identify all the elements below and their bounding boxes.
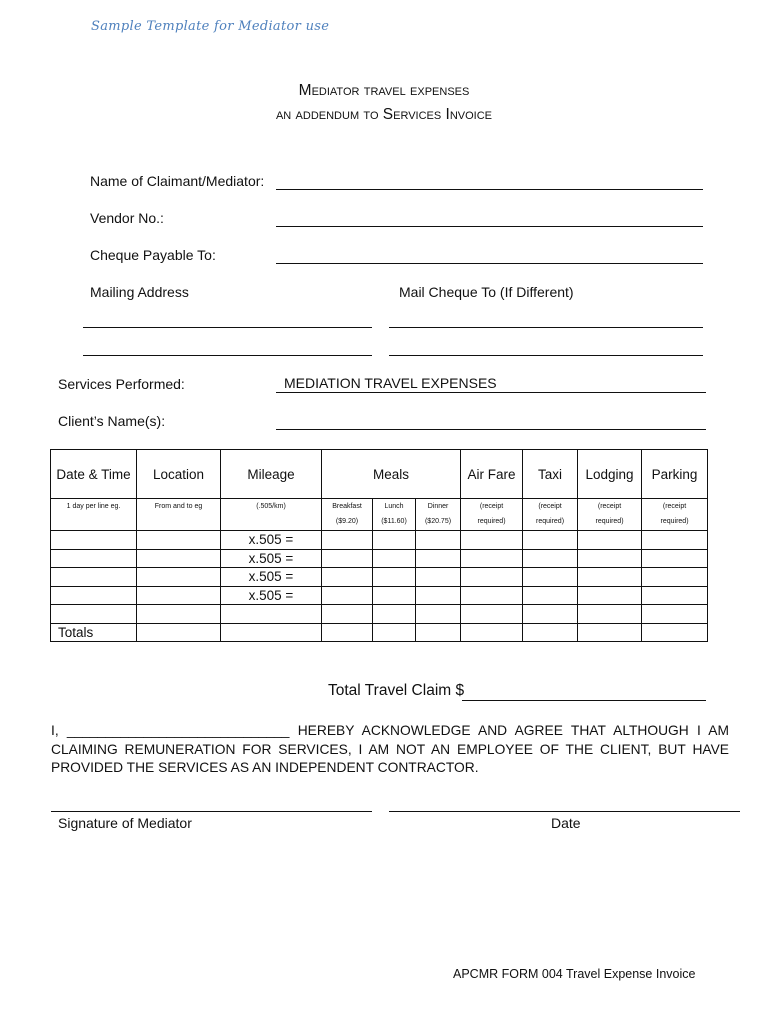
cell-location[interactable] — [137, 549, 221, 568]
cell-parking[interactable] — [642, 586, 708, 605]
ack-body: HEREBY ACKNOWLEDGE AND AGREE THAT ALTHOUGH I AM CLAIMING REMUNERATION FOR SERVICES, I AM NOT AN EMPLOYEE OF THE CLIENT, BUT HAVE PROVIDED THE SERVICES AS AN INDEPENDENT CONTRACTOR. — [51, 723, 729, 775]
cell-lunch[interactable] — [373, 549, 416, 568]
cell-location[interactable] — [137, 586, 221, 605]
receipt-text: (receipt — [479, 503, 504, 510]
header-taxi: Taxi — [523, 450, 578, 499]
cell-lodging[interactable] — [578, 568, 642, 587]
cell-lunch[interactable] — [373, 605, 416, 624]
table-row — [51, 568, 708, 587]
sub-mileage — [221, 499, 322, 531]
breakfast-label: Breakfast — [332, 503, 362, 510]
required-text: required) — [660, 518, 689, 525]
cell-dinner[interactable] — [416, 549, 461, 568]
acknowledgement-text — [51, 722, 729, 778]
cell-lodging[interactable] — [578, 586, 642, 605]
cell-parking[interactable] — [642, 549, 708, 568]
expense-table — [50, 449, 708, 642]
cell-location[interactable] — [137, 568, 221, 587]
cell-breakfast[interactable] — [322, 605, 373, 624]
cell-mileage[interactable]: x.505 = — [221, 568, 322, 587]
dinner-price: ($20.75) — [424, 518, 452, 525]
cell-air-fare[interactable] — [461, 549, 523, 568]
cell-lunch[interactable] — [373, 568, 416, 587]
cell-air-fare[interactable] — [461, 605, 523, 624]
total-claim-field[interactable] — [462, 700, 706, 701]
cell-taxi[interactable] — [523, 549, 578, 568]
cell-date[interactable] — [51, 549, 137, 568]
total-dinner[interactable] — [416, 623, 461, 642]
cell-mileage[interactable] — [221, 605, 322, 624]
sub-mileage-text: (.505/km) — [256, 503, 286, 510]
cell-breakfast[interactable] — [322, 531, 373, 550]
mail-cheque-line-2[interactable] — [389, 355, 703, 356]
total-parking[interactable] — [642, 623, 708, 642]
cheque-payable-label: Cheque Payable To: — [90, 247, 216, 263]
header-location: Location — [137, 450, 221, 499]
cell-air-fare[interactable] — [461, 568, 523, 587]
vendor-field[interactable] — [276, 226, 703, 227]
total-location[interactable] — [137, 623, 221, 642]
sub-lunch — [373, 499, 416, 531]
claimant-label: Name of Claimant/Mediator: — [90, 173, 265, 189]
cell-air-fare[interactable] — [461, 586, 523, 605]
cell-dinner[interactable] — [416, 531, 461, 550]
cell-breakfast[interactable] — [322, 549, 373, 568]
cell-taxi[interactable] — [523, 568, 578, 587]
header-air-fare: Air Fare — [461, 450, 523, 499]
sub-breakfast — [322, 499, 373, 531]
cell-lodging[interactable] — [578, 549, 642, 568]
header-date-time: Date & Time — [51, 450, 137, 499]
total-taxi[interactable] — [523, 623, 578, 642]
cell-date[interactable] — [51, 531, 137, 550]
header-lodging: Lodging — [578, 450, 642, 499]
sample-template-note: Sample Template for Mediator use — [91, 19, 330, 34]
services-value: MEDIATION TRAVEL EXPENSES — [284, 375, 497, 391]
cell-date[interactable] — [51, 605, 137, 624]
services-field[interactable] — [276, 392, 706, 393]
mail-cheque-line-1[interactable] — [389, 327, 703, 328]
receipt-text: (receipt — [662, 503, 687, 510]
mailing-address-line-2[interactable] — [83, 355, 372, 356]
claimant-field[interactable] — [276, 189, 703, 190]
ack-name-blank[interactable]: _____________________________ — [66, 723, 290, 738]
sub-dinner — [416, 499, 461, 531]
total-lodging[interactable] — [578, 623, 642, 642]
sub-taxi — [523, 499, 578, 531]
table-row — [51, 605, 708, 624]
table-row — [51, 531, 708, 550]
vendor-label: Vendor No.: — [90, 210, 164, 226]
required-text: required) — [477, 518, 506, 525]
cell-air-fare[interactable] — [461, 531, 523, 550]
cell-location[interactable] — [137, 531, 221, 550]
cell-taxi[interactable] — [523, 531, 578, 550]
cell-parking[interactable] — [642, 568, 708, 587]
receipt-text: (receipt — [597, 503, 622, 510]
header-meals: Meals — [322, 450, 461, 499]
sub-date-text: 1 day per line eg. — [66, 503, 121, 510]
totals-row — [51, 623, 708, 642]
cell-lunch[interactable] — [373, 531, 416, 550]
sub-date — [51, 499, 137, 531]
cell-date[interactable] — [51, 568, 137, 587]
sub-location — [137, 499, 221, 531]
cell-dinner[interactable] — [416, 605, 461, 624]
sub-air-fare — [461, 499, 523, 531]
total-breakfast[interactable] — [322, 623, 373, 642]
total-claim-label: Total Travel Claim $ — [328, 682, 465, 699]
services-label: Services Performed: — [58, 376, 185, 392]
cell-mileage[interactable]: x.505 = — [221, 549, 322, 568]
cell-mileage[interactable]: x.505 = — [221, 531, 322, 550]
cell-location[interactable] — [137, 605, 221, 624]
sub-location-text: From and to eg — [154, 503, 203, 510]
mail-cheque-label: Mail Cheque To (If Different) — [399, 284, 574, 300]
signature-line[interactable] — [51, 811, 372, 812]
cell-breakfast[interactable] — [322, 586, 373, 605]
dinner-label: Dinner — [427, 503, 449, 510]
cheque-payable-field[interactable] — [276, 263, 703, 264]
cell-lunch[interactable] — [373, 586, 416, 605]
cell-taxi[interactable] — [523, 586, 578, 605]
required-text: required) — [595, 518, 624, 525]
form-subtitle: an addendum to Services Invoice — [275, 106, 493, 123]
clients-label: Client’s Name(s): — [58, 413, 166, 429]
breakfast-price: ($9.20) — [335, 518, 359, 525]
sub-lodging — [578, 499, 642, 531]
sub-parking — [642, 499, 708, 531]
mailing-address-label: Mailing Address — [90, 284, 189, 300]
cell-lodging[interactable] — [578, 531, 642, 550]
form-id-footer: APCMR FORM 004 Travel Expense Invoice — [453, 967, 696, 981]
cell-breakfast[interactable] — [322, 568, 373, 587]
table-row — [51, 586, 708, 605]
totals-label: Totals — [51, 623, 137, 642]
clients-field[interactable] — [276, 429, 706, 430]
date-label: Date — [551, 815, 581, 831]
cell-mileage[interactable]: x.505 = — [221, 586, 322, 605]
cell-parking[interactable] — [642, 605, 708, 624]
cell-date[interactable] — [51, 586, 137, 605]
mailing-address-line-1[interactable] — [83, 327, 372, 328]
form-title: Mediator travel expenses — [298, 82, 470, 99]
total-mileage[interactable] — [221, 623, 322, 642]
ack-prefix: I, — [51, 723, 59, 738]
receipt-text: (receipt — [538, 503, 562, 510]
table-row — [51, 549, 708, 568]
header-parking: Parking — [642, 450, 708, 499]
cell-parking[interactable] — [642, 531, 708, 550]
required-text: required) — [536, 518, 565, 525]
date-line[interactable] — [389, 811, 740, 812]
cell-dinner[interactable] — [416, 568, 461, 587]
cell-lodging[interactable] — [578, 605, 642, 624]
lunch-label: Lunch — [384, 503, 404, 510]
total-lunch[interactable] — [373, 623, 416, 642]
total-air-fare[interactable] — [461, 623, 523, 642]
cell-taxi[interactable] — [523, 605, 578, 624]
header-mileage: Mileage — [221, 450, 322, 499]
cell-dinner[interactable] — [416, 586, 461, 605]
signature-label: Signature of Mediator — [58, 815, 192, 831]
lunch-price: ($11.60) — [381, 518, 407, 525]
